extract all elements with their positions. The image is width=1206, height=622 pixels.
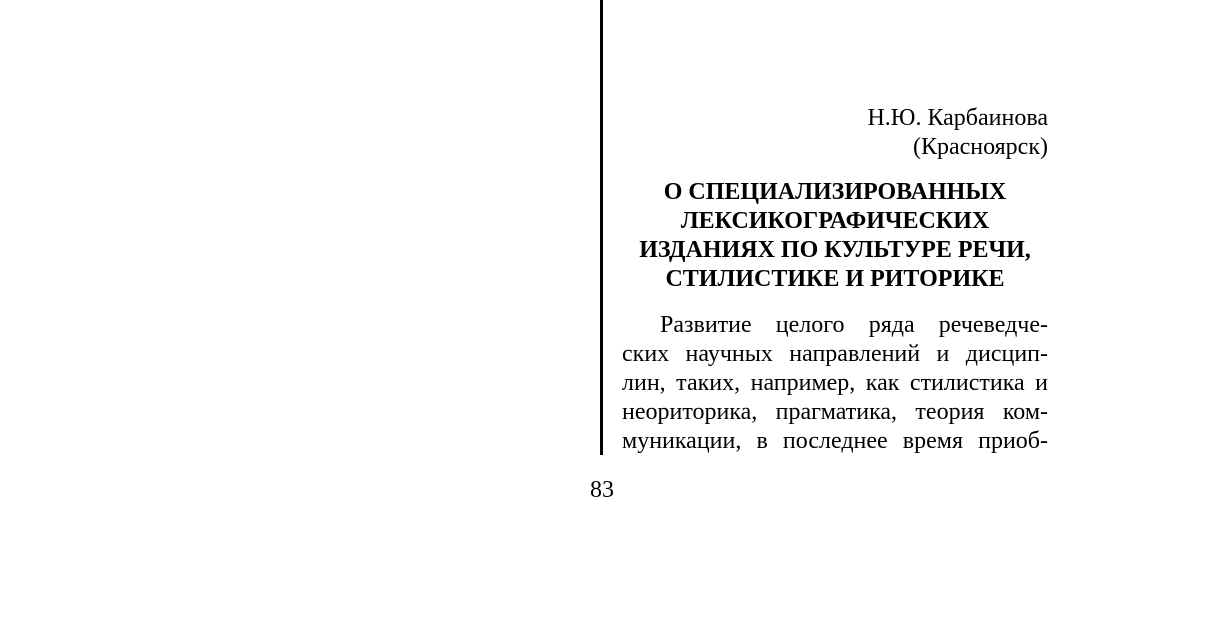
article-block (622, 104, 1048, 456)
title-line: О СПЕЦИАЛИЗИРОВАННЫХ (663, 179, 1007, 205)
body-line: неориторика, прагматика, теория ком- (622, 399, 1048, 425)
body-line: лин, таких, например, как стилистика и (622, 370, 1048, 396)
column-divider-line (600, 0, 603, 455)
article-body (622, 311, 1048, 456)
author-name: Н.Ю. Карбаинова (867, 105, 1048, 131)
body-line: ских научных направлений и дисцип- (622, 341, 1048, 367)
title-line: СТИЛИСТИКЕ И РИТОРИКЕ (665, 266, 1005, 292)
author-city: (Красноярск) (912, 134, 1048, 160)
article-title (622, 178, 1048, 294)
body-line: муникации, в последнее время приоб- (622, 428, 1048, 454)
page-number: 83 (590, 477, 614, 503)
title-line: ИЗДАНИЯХ ПО КУЛЬТУРЕ РЕЧИ, (639, 237, 1031, 263)
body-line: Развитие целого ряда речеведче- (660, 312, 1048, 338)
title-line: ЛЕКСИКОГРАФИЧЕСКИХ (680, 208, 990, 234)
